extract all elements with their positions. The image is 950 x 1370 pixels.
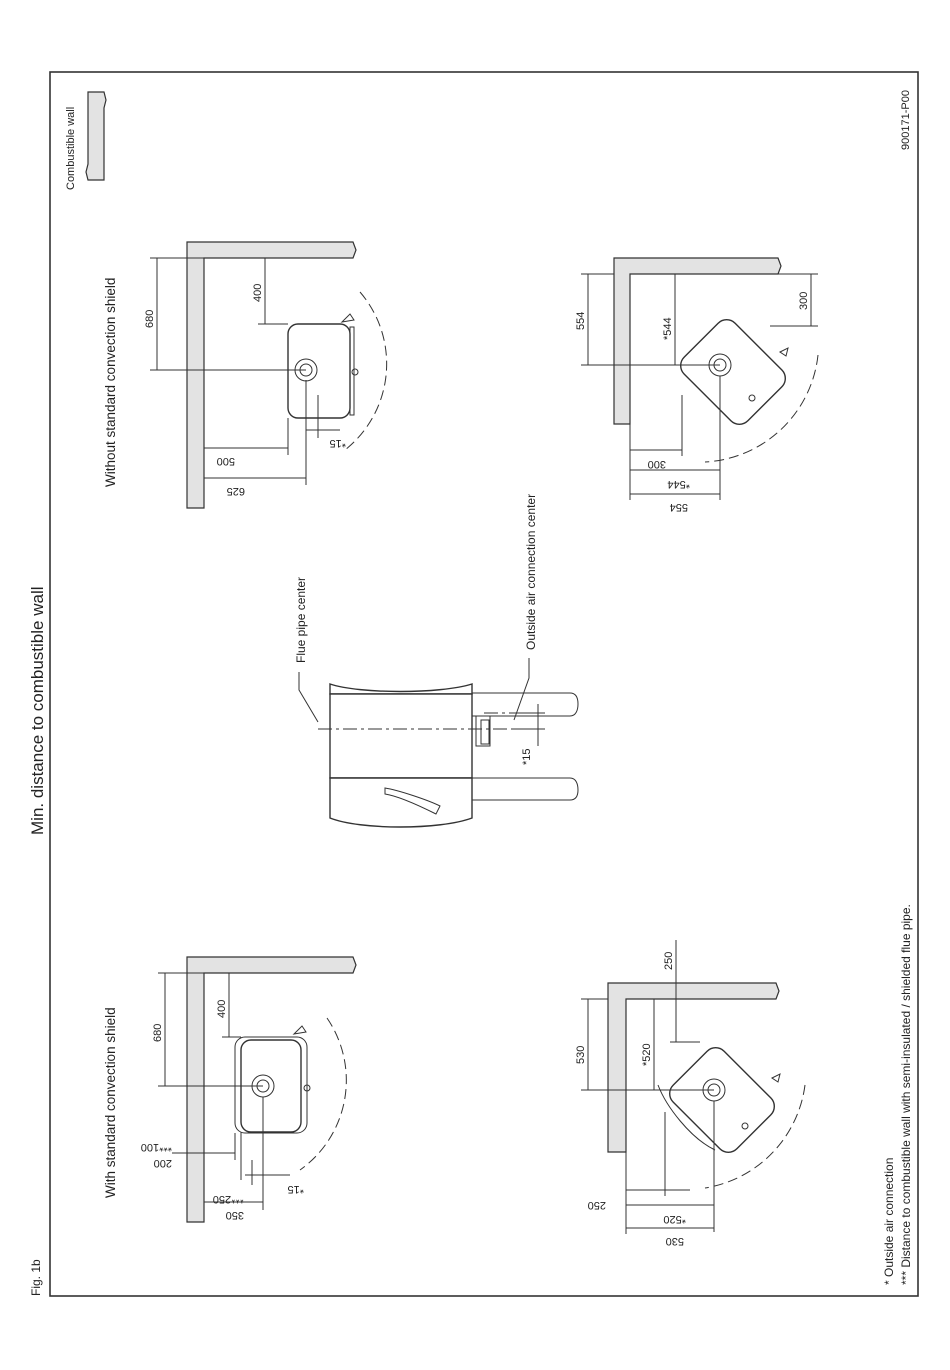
legend-wall-swatch (86, 92, 106, 180)
dim-400: 400 (252, 283, 264, 302)
dim-625: 625 (226, 485, 245, 497)
dim-350: 350 (225, 1209, 244, 1221)
figure-label: Fig. 1b (29, 1259, 43, 1296)
dim-680: 680 (144, 309, 156, 328)
stove-body-side (330, 694, 472, 778)
page-title: Min. distance to combustible wall (28, 586, 47, 835)
legend-combustible-wall (65, 92, 106, 190)
dim-250-a: 250 (663, 951, 675, 970)
side-view (294, 494, 578, 827)
dim-200: 200 (153, 1157, 172, 1169)
plan-with-shield (103, 957, 356, 1222)
with-shield-title: With standard convection shield (103, 1007, 118, 1198)
dim-400: 400 (216, 999, 228, 1018)
plan-without-shield (103, 242, 387, 508)
document-id: 900171-P00 (900, 90, 912, 150)
dim-554-b: 554 (669, 501, 688, 513)
sheet-frame (50, 72, 918, 1296)
air-pipe-side (472, 778, 578, 800)
plan-corner-right (575, 258, 818, 513)
dim-544-b: *544 (667, 478, 690, 490)
dim-100-shielded: ***100 (140, 1141, 172, 1153)
dim-15: *15 (329, 437, 346, 449)
dim-680: 680 (152, 1023, 164, 1042)
dim-250-shielded: ***250 (212, 1193, 244, 1205)
dim-300-a: 300 (798, 291, 810, 310)
dim-15-offset: *15 (521, 748, 533, 765)
stove-without-shield (288, 324, 350, 418)
dim-520-a: *520 (641, 1043, 653, 1066)
dim-530-b: 530 (665, 1235, 684, 1247)
dim-15: *15 (287, 1183, 304, 1195)
dim-500: 500 (216, 455, 235, 467)
stove-top-plate (330, 684, 472, 694)
plan-corner-left (575, 940, 805, 1247)
dim-530-a: 530 (575, 1045, 587, 1064)
stove-corner-left (665, 1043, 780, 1158)
footnote-shielded-pipe: *** Distance to combustible wall with semi-insulated / shielded flue pipe. (899, 904, 913, 1285)
dim-250-b: 250 (587, 1199, 606, 1211)
footnote-outside-air: * Outside air connection (882, 1157, 896, 1285)
legend-label: Combustible wall (65, 106, 77, 190)
outside-air-center-label: Outside air connection center (524, 493, 538, 650)
stove-corner-right (676, 315, 791, 430)
flue-pipe-center-label: Flue pipe center (294, 576, 308, 663)
dim-554-a: 554 (575, 311, 587, 330)
stove-base-side (330, 778, 472, 827)
dim-520-b: *520 (663, 1213, 686, 1225)
without-shield-title: Without standard convection shield (103, 277, 118, 487)
dim-544-a: *544 (662, 317, 674, 340)
dim-300-b: 300 (647, 458, 666, 470)
